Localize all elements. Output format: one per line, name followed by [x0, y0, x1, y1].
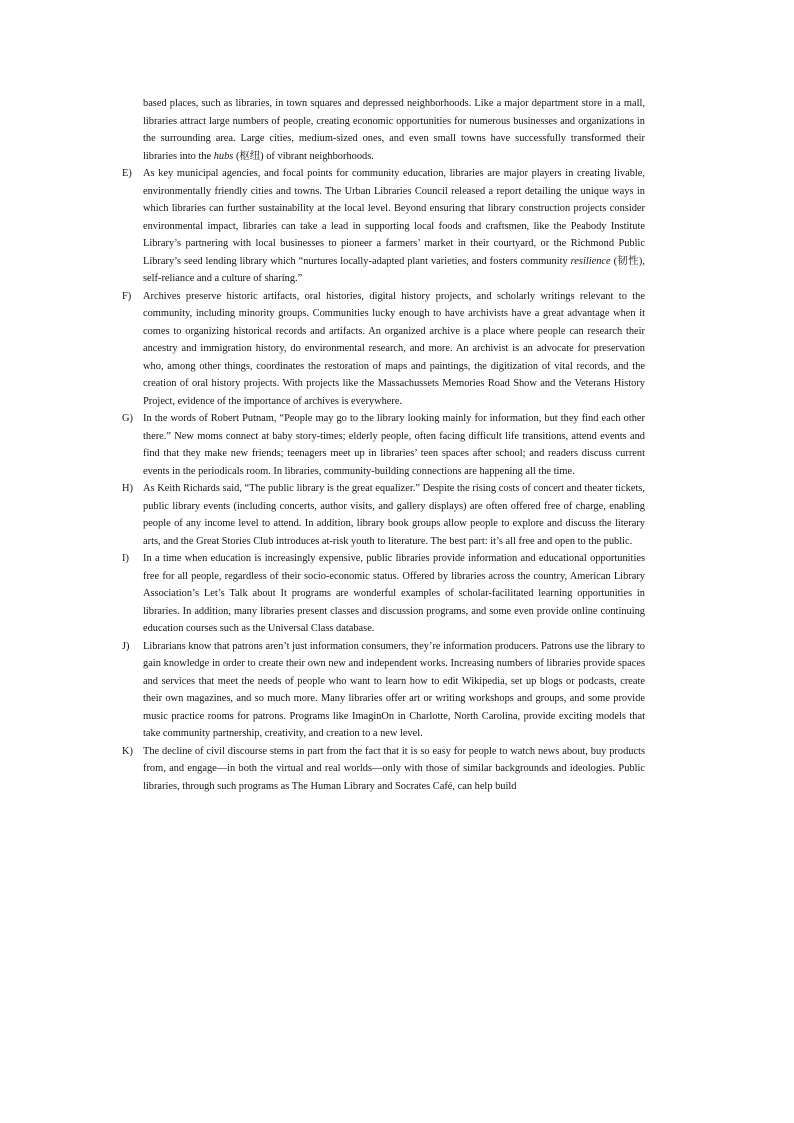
paragraph-j	[122, 638, 645, 743]
paragraph-text: In the words of Robert Putnam, “People may go to the library looking mainly for information, but they find each other there.” New moms connect at baby story-times; elderly people, often facing difficult life transitions, attend events and find that they make new friends; teenagers meet up in libraries’ teen spaces after school; and readers discuss current events in the periodicals room. In libraries, community-building connections are happening all the time.	[143, 413, 645, 477]
paragraph-label: I)	[122, 553, 129, 564]
intro-tail: (枢纽) of vibrant neighborhoods.	[233, 150, 374, 162]
paragraph-text: In a time when education is increasingly expensive, public libraries provide information and educational opportunities free for all people, regardless of their socio-economic status. Offered by libraries across the country, American Library Association’s Let’s Talk about It programs are wonderful examples of scholar-facilitated learning opportunities in libraries. In addition, many libraries present classes and discussion programs, and some even provide online continuing education courses such as the Universal Class database.	[143, 553, 645, 634]
article-body	[122, 95, 645, 795]
paragraph-text: As key municipal agencies, and focal points for community education, libraries are major players in creating livable, environmentally friendly cities and towns. The Urban Libraries Council released a report detailing the unique ways in which libraries can further sustainability at the local level. Beyond ensuring that library construction projects consider environmental impact, libraries can take a lead in supporting local foods and craftsmen, like the Peabody Institute Library’s partnering with local businesses to pioneer a farmers’ market in their courtyard, or the Richmond Public Library’s seed lending library which “nurtures locally-adapted plant varieties, and fosters community	[143, 168, 645, 267]
paragraph-label: K)	[122, 745, 133, 757]
intro-paragraph	[143, 95, 645, 165]
paragraph-tail: (韧性), self-reliance and a culture of sharing.”	[143, 255, 645, 284]
paragraph-text: Librarians know that patrons aren’t just information consumers, they’re information producers. Patrons use the library to gain knowledge in order to create their own new and independent works. Increasing numbers of libraries provide spaces and services that meet the needs of people who want to learn how to edit Wikipedia, set up blogs or podcasts, create their own magazines, and so much more. Many libraries offer art or writing workshops and groups, and some provide music practice rooms for patrons. Programs like ImaginOn in Charlotte, North Carolina, provide exciting models that take community partnership, creativity, and creation to a new level.	[143, 640, 645, 739]
paragraph-label: G)	[122, 413, 133, 424]
paragraph-h	[122, 480, 645, 550]
paragraph-f	[122, 288, 645, 411]
paragraph-text: Archives preserve historic artifacts, oral histories, digital history projects, and scholarly writings relevant to the community, including minority groups. Communities lucky enough to have archivists have a great advantage when it comes to organizing historical records and artifacts. An organized archive is a place where people can research their ancestry and immigration history, do environmental research, and more. An archivist is an advocate for preservation who, among other things, coordinates the restoration of maps and paintings, the digitization of vital records, and the creation of oral history projects. With projects like the Massachussets Memories Road Show and the Veterans History Project, evidence of the importance of archives is everywhere.	[143, 290, 645, 407]
paragraph-text: As Keith Richards said, “The public library is the great equalizer.” Despite the rising costs of concert and theater tickets, public library events (including concerts, author visits, and gallery displays) are often offered free of charge, enabling people of any income level to attend. In addition, library book groups allow people to explore and discuss the literary arts, and the Great Stories Club introduces at-risk youth to literature. The best part: it’s all free and open to the public.	[143, 483, 645, 547]
paragraph-e	[122, 165, 645, 288]
paragraph-k	[122, 743, 645, 796]
intro-emphasis: hubs	[213, 150, 234, 162]
paragraph-g	[122, 410, 645, 480]
paragraph-text: The decline of civil discourse stems in part from the fact that it is so easy for people to watch news about, buy products from, and engage—in both the virtual and real worlds—only with those of similar backgrounds and ideologies. Public libraries, through such programs as The Human Library and Socrates Café, can help build	[143, 745, 645, 792]
paragraph-label: H)	[122, 483, 133, 494]
paragraph-label: E)	[122, 168, 132, 179]
paragraph-emphasis: resilience	[570, 255, 611, 267]
paragraph-label: F)	[122, 290, 132, 302]
paragraph-i	[122, 550, 645, 638]
intro-text: based places, such as libraries, in town squares and depressed neighborhoods. Like a major department store in a mall, libraries attract large numbers of people, creating economic opportunities for numerous businesses and organizations in the surrounding area. Large cities, medium-sized ones, and even small towns have successfully transformed their libraries into the	[143, 98, 645, 162]
paragraph-label: J)	[122, 640, 130, 652]
